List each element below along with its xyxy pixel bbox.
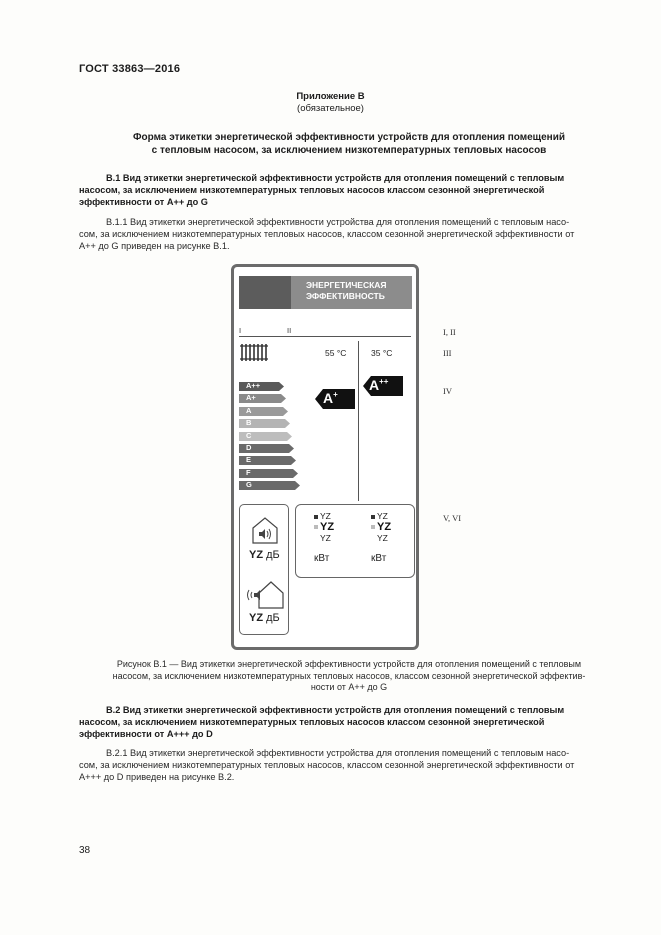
class-arrow-e xyxy=(239,456,297,465)
annex-heading xyxy=(0,91,661,115)
label-divider xyxy=(239,336,411,337)
outdoor-noise-value: YZ дБ xyxy=(249,612,280,624)
class-arrow-a xyxy=(239,407,289,416)
standard-number: ГОСТ 33863—2016 xyxy=(79,63,181,75)
section-b1-para-line1: В.1.1 Вид этикетки энергетической эффективности устройства для отопления помещений с тепловым насо- xyxy=(106,217,570,227)
callout-v-vi: V, VI xyxy=(443,513,462,523)
rating-arrow-55-text: A+ xyxy=(323,390,338,406)
class-arrow-label: A++ xyxy=(246,381,261,390)
label-mark-ii: II xyxy=(287,326,292,335)
class-arrow-f xyxy=(239,469,299,478)
callout-iii: III xyxy=(443,348,452,358)
class-arrow-b xyxy=(239,419,291,428)
class-arrow-aplusplus xyxy=(239,382,285,391)
class-arrow-label: C xyxy=(246,430,252,440)
col2-unit: кВт xyxy=(371,553,387,564)
callout-iv: IV xyxy=(443,386,452,396)
col1-unit: кВт xyxy=(314,553,330,564)
section-b1-para-line3: А++ до G приведен на рисунке В.1. xyxy=(79,241,230,251)
section-b2-heading-line2: насосом, за исключением низкотемпературных тепловых насосов классом сезонной энергетической xyxy=(79,717,545,727)
label-column-divider xyxy=(358,341,359,501)
section-b2-para-line1: В.2.1 Вид этикетки энергетической эффективности устройства для отопления помещений с тепловым насо- xyxy=(106,748,570,758)
temperature-55-label: 55 °C xyxy=(325,348,347,358)
label-mark-i: I xyxy=(239,326,242,335)
indoor-noise-value: YZ дБ xyxy=(249,549,280,561)
class-arrow-aplus xyxy=(239,394,287,403)
label-header xyxy=(291,276,412,309)
section-b1-paragraph xyxy=(79,216,616,252)
class-arrow-label: G xyxy=(246,480,252,490)
section-b2-heading-line3: эффективности от А+++ до D xyxy=(79,729,213,739)
section-b2-para-line2: сом, за исключением низкотемпературных тепловых насосов, классом сезонной энергетической эффективности от xyxy=(79,760,575,770)
col1-yz-mid: YZ xyxy=(320,521,335,533)
section-b1-para-line2: сом, за исключением низкотемпературных тепловых насосов, классом сезонной энергетической эффективности от xyxy=(79,229,575,239)
section-b2-heading xyxy=(79,704,616,740)
section-b1-heading-line3: эффективности от А++ до G xyxy=(79,197,208,207)
rating-arrow-35-text: A++ xyxy=(369,377,389,393)
document-title xyxy=(79,131,619,157)
section-b1-heading-line1: В.1 Вид этикетки энергетической эффективности устройств для отопления помещений с тепловым xyxy=(106,173,565,183)
document-title-line2: с тепловым насосом, за исключением низкотемпературных тепловых насосов xyxy=(151,145,547,156)
figure-caption xyxy=(79,659,619,694)
document-title-line1: Форма этикетки энергетической эффективности устройств для отопления помещений xyxy=(132,132,566,143)
figure-caption-line1: Рисунок В.1 — Вид этикетки энергетической эффективности устройств для отопления помещений с тепловым xyxy=(116,659,582,669)
power-column-55 xyxy=(314,511,354,564)
callout-i-ii: I, II xyxy=(443,327,456,337)
class-arrow-d xyxy=(239,444,295,453)
section-b1-heading xyxy=(79,172,616,208)
label-header-line2: ЭФФЕКТИВНОСТЬ xyxy=(306,291,385,301)
label-logo-block xyxy=(239,276,291,309)
col2-yz-top: YZ xyxy=(377,511,388,521)
col1-yz-bot: YZ xyxy=(320,533,331,543)
page-number: 38 xyxy=(79,845,91,856)
section-b2-paragraph xyxy=(79,747,616,783)
label-header-line1: ЭНЕРГЕТИЧЕСКАЯ xyxy=(306,280,387,290)
class-arrow-g xyxy=(239,481,301,490)
col2-yz-mid: YZ xyxy=(377,521,392,533)
annex-status: (обязательное) xyxy=(297,103,364,114)
indoor-noise-icon xyxy=(250,515,280,545)
section-b1-heading-line2: насосом, за исключением низкотемпературных тепловых насосов классом сезонной энергетической xyxy=(79,185,545,195)
class-arrow-label: D xyxy=(246,443,252,452)
outdoor-noise-icon xyxy=(243,580,285,610)
class-arrow-label: A xyxy=(246,405,252,415)
figure-caption-line2: насосом, за исключением низкотемпературных тепловых насосов, классом сезонной энергетической эффектив- xyxy=(112,670,586,681)
class-arrow-label: F xyxy=(246,467,251,477)
section-b2-para-line3: А+++ до D приведен на рисунке В.2. xyxy=(79,772,235,782)
section-b2-heading-line1: В.2 Вид этикетки энергетической эффективности устройств для отопления помещений с тепловым xyxy=(106,705,565,715)
figure-caption-line3: ности от А++ до G xyxy=(310,682,388,692)
class-arrow-label: A+ xyxy=(246,393,256,403)
col1-yz-top: YZ xyxy=(320,511,331,521)
class-arrow-c xyxy=(239,432,293,441)
col2-yz-bot: YZ xyxy=(377,533,388,543)
class-arrow-label: E xyxy=(246,455,252,465)
annex-title: Приложение В xyxy=(296,91,365,102)
radiator-icon xyxy=(240,343,268,362)
class-arrow-label: B xyxy=(246,418,252,428)
power-column-35 xyxy=(371,511,411,564)
temperature-35-label: 35 °C xyxy=(371,348,393,358)
